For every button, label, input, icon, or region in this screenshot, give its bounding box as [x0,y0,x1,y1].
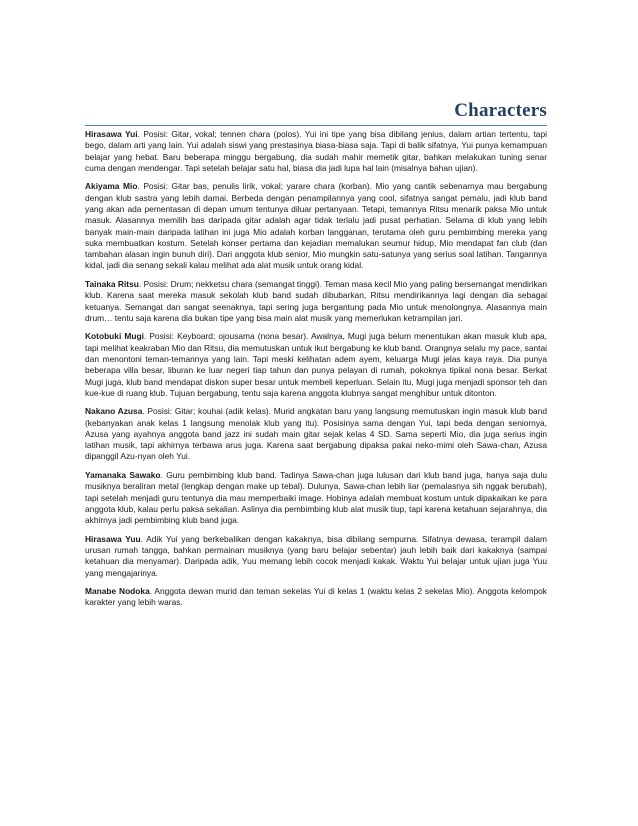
character-name: Kotobuki Mugi [85,331,144,342]
character-name: Hirasawa Yuu [85,533,141,544]
character-description: . Posisi: Gitar; kouhai (adik kelas). Murid angkatan baru yang langsung memutuskan ingin masuk klub band (kebanyakan anak kelas 1 langsung menolak klub yang itu). Posisinya sama dengan Yui, tapi beda dengan seniornya, Azusa yang ayahnya anggota band jazz ini sudah main gitar sejak kelas 4 SD. Sama seperti Mio, dia juga serius ingin latihan musik, tapi akhirnya terbawa arus juga. Karena saat bergabung dipaksa pakai neko-mimi oleh Sawa-chan, Azusa dipanggil Azu-nyan oleh Yui. [85,406,548,462]
character-name: Nakano Azusa [85,406,143,417]
character-entry-yuu [85,534,547,579]
character-entry-yui [85,129,547,174]
character-description: . Anggota dewan murid dan teman sekelas Yui di kelas 1 (waktu kelas 2 sekelas Mio). Anggota kelompok karakter yang lebih waras. [85,586,547,608]
character-name: Tainaka Ritsu [85,278,139,289]
character-list [85,129,547,609]
character-name: Manabe Nodoka [85,586,150,596]
character-name: Akiyama Mio [85,181,138,192]
character-description: . Posisi: Gitar bas, penulis lirik, vokal; yarare chara (korban). Mio yang cantik sebenarnya mau bergabung dengan klub sastra yang lebih damai. Berbeda dengan penampilannya yang cool, sifatnya sangat pemalu, jadi klub band yang akan ada pementasan di depan umum tentunya diluar pertanyaan. Tetapi, temannya Ritsu menarik paksa Mio untuk masuk. Alasannya memilih bas daripada gitar adalah agar tidak terlalu jadi pusat perhatian. Selama di klub yang lebih banyak main-main daripada latihan ini juga Mio adalah korban langganan, terutama oleh guru pembimbing mereka yang suka membuatkan kostum. Setelah konser pertama dan kejadian memalukan seumur hidup, Mio mendapat fan club (dan tambahan alasan ingin bunuh diri). Dari anggota klub senior, Mio mungkin satu-satunya yang serius soal latihan. Tangannya kidal, jadi dia senang sekali kalau melihat ada alat musik untuk orang kidal. [85,181,547,271]
character-entry-ritsu [85,279,547,324]
page-heading: Characters [85,100,547,126]
character-description: . Adik Yui yang berkebalikan dengan kakaknya, bisa dibilang sempurna. Sifatnya dewasa, terampil dalam urusan rumah tangga, bahkan permainan musiknya (yang baru belajar sebentar) jauh lebih baik dari kakaknya (sampai ketahuan dia menyamar). Daripada adik, Yuu memang lebih cocok menjadi kakak. Waktu Yui belajar untuk ujian juga Yuu yang mengajarinya. [85,533,547,578]
character-entry-azusa [85,406,547,462]
character-description: . Posisi: Drum; nekketsu chara (semangat tinggi). Teman masa kecil Mio yang paling bersemangat mendirikan klub. Karena saat mereka masuk sekolah klub band sudah dibubarkan, Ritsu mendirikannya lagi dengan dia sebagai ketuanya. Semangat dan sangat seenaknya, tapi sering juga bergantung pada Mio untuk menolongnya. Alasannya main drum… tentu saja karena dia bukan tipe yang bisa main alat musik yang memerlukan ketrampilan jari. [85,278,547,323]
character-description: . Posisi: Gitar, vokal; tennen chara (polos). Yui ini tipe yang bisa dibilang jenius, dalam artian tertentu, tapi bego, dalam arti yang lain. Yui adalah siswi yang prestasinya biasa-biasa saja. Tapi di balik sifatnya, Yui punya kemampuan belajar yang hebat. Baru beberapa minggu bergabung, dia sudah mahir memetik gitar, bahkan melakukan tuning senar cuma dengan mendengar. Tapi setelah belajar satu hal, biasa dia jadi lupa hal lain (misalnya bahan ujian). [85,129,547,173]
character-entry-sawako [85,470,547,526]
character-description: . Posisi: Keyboard; ojousama (nona besar). Awalnya, Mugi juga belum menentukan akan masuk klub apa, tapi melihat keakraban Mio dan Ritsu, dia memutuskan untuk ikut bergabung ke klub band. Orangnya selalu my pace, santai dan menontoni teman-temannya yang lain. Tapi meski kelihatan adem ayem, keluarga Mugi jelas kaya raya. Dia punya beberapa villa besar, liburan ke luar negeri tiap tahun dan punya pelayan di rumah, pokoknya tipikal nona besar. Berkat Mugi juga, klub band mendapat diskon super besar untuk membeli keperluan. Selain itu, Mugi juga menjadi sponsor teh dan kue-kue di ruang klub. Tujuan bergabung, tentu saja karena anggota klubnya sangat menghibur untuk ditonton. [85,331,547,398]
character-description: . Guru pembimbing klub band. Tadinya Sawa-chan juga lulusan dari klub band juga, hanya saja dulu musiknya beraliran metal (lengkap dengan make up tebal). Dulunya, Sawa-chan lebih liar (pemalasnya sih nggak berubah), tapi setelah menjadi guru tentunya dia mau memperbaiki image. Hobinya adalah membuat kostum untuk dipakaikan ke para anggota klub, kalau perlu paksa sekalian. Aslinya dia pembimbing klub alat musik tiup, tapi karena ketahuan sejarahnya, dia akhirnya jadi pembimbing klub band juga. [85,469,547,526]
document-page [85,100,547,616]
character-name: Hirasawa Yui [85,129,138,139]
character-name: Yamanaka Sawako [85,469,161,480]
character-entry-mugi [85,331,547,399]
character-entry-mio [85,181,547,271]
character-entry-nodoka [85,586,547,609]
